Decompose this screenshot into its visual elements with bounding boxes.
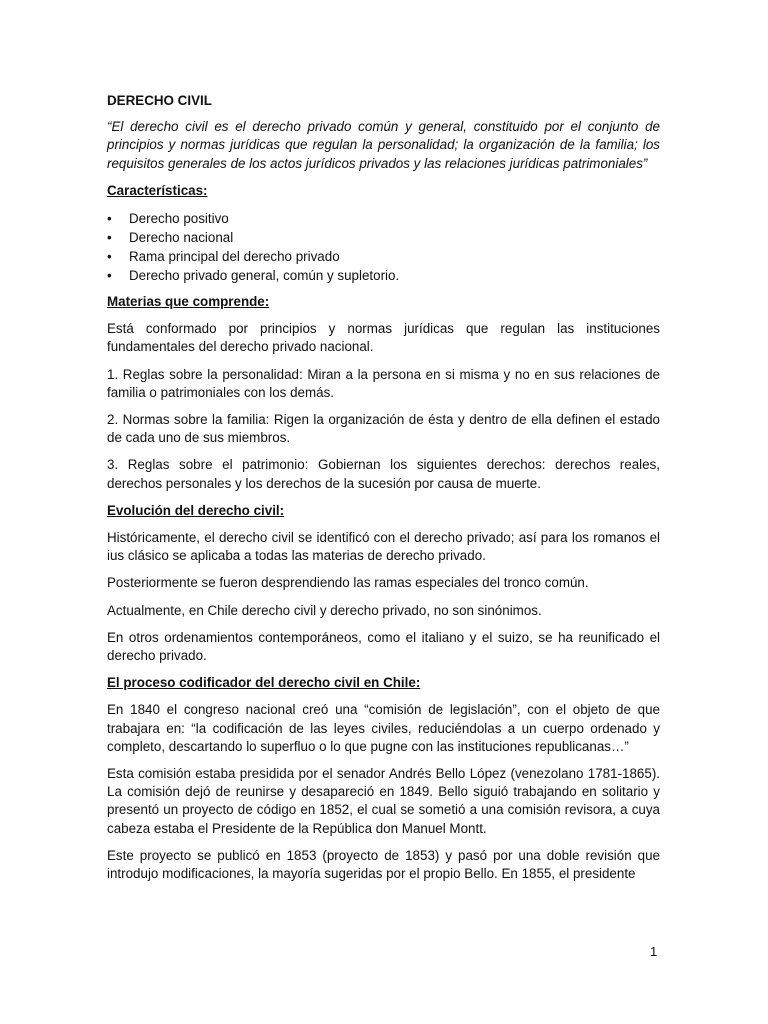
list-item xyxy=(107,247,660,266)
paragraph: Este proyecto se publicó en 1853 (proyecto de 1853) y pasó por una doble revisión que introdujo modificaciones, la mayoría sugeridas por el propio Bello. En 1855, el presidente xyxy=(107,847,660,882)
paragraph: 3. Reglas sobre el patrimonio: Gobiernan los siguientes derechos: derechos reales, derechos personales y los derechos de la sucesión por causa de muerte. xyxy=(107,457,660,491)
characteristics-list xyxy=(107,209,660,285)
paragraph: 2. Normas sobre la familia: Rigen la organización de ésta y dentro de ella definen el estado de cada uno de sus miembros. xyxy=(107,412,660,446)
list-item-text: Rama principal del derecho privado xyxy=(129,249,340,265)
paragraph: Está conformado por principios y normas jurídicas que regulan las instituciones fundamentales del derecho privado nacional. xyxy=(107,321,660,355)
document-page xyxy=(107,92,660,892)
bullet-icon: • xyxy=(107,230,112,246)
list-item-text: Derecho privado general, común y supletorio. xyxy=(129,268,400,284)
paragraph: Posteriormente se fueron desprendiendo las ramas especiales del tronco común. xyxy=(107,575,589,591)
bullet-icon: • xyxy=(107,211,112,227)
list-item-text: Derecho positivo xyxy=(129,211,229,227)
paragraph: En otros ordenamientos contemporáneos, como el italiano y el suizo, se ha reunificado el derecho privado. xyxy=(107,629,660,664)
heading-proceso-codificador: El proceso codificador del derecho civil en Chile: xyxy=(107,675,421,691)
paragraph: 1. Reglas sobre la personalidad: Miran a la persona en si misma y no en sus relaciones de familia o patrimoniales con los demás. xyxy=(107,366,660,400)
list-item xyxy=(107,266,660,285)
paragraph: Actualmente, en Chile derecho civil y derecho privado, no son sinónimos. xyxy=(107,602,542,618)
bullet-icon: • xyxy=(107,268,112,284)
document-title: DERECHO CIVIL xyxy=(107,93,212,108)
list-item-text: Derecho nacional xyxy=(129,230,234,246)
heading-evolucion: Evolución del derecho civil: xyxy=(107,502,285,518)
paragraph: Históricamente, el derecho civil se identificó con el derecho privado; así para los romanos el ius clásico se aplicaba a todas las materias de derecho privado. xyxy=(107,530,660,564)
list-item xyxy=(107,228,660,247)
bullet-icon: • xyxy=(107,249,112,265)
definition-quote: “El derecho civil es el derecho privado común y general, constituido por el conjunto de principios y normas jurídicas que regulan la personalidad; la organización de la familia; los requisitos generales de los actos jurídicos privados y las relaciones jurídicas patrimoniales” xyxy=(107,119,660,171)
heading-materias: Materias que comprende: xyxy=(107,294,270,310)
paragraph: En 1840 el congreso nacional creó una “comisión de legislación”, con el objeto de que trabajara en: “la codificación de las leyes civiles, reduciéndolas a un cuerpo ordenado y completo, descartando lo superfluo o lo que pugne con las instituciones republicanas…” xyxy=(107,702,660,754)
page-number: 1 xyxy=(650,944,658,959)
paragraph: Esta comisión estaba presidida por el senador Andrés Bello López (venezolano 1781-1865). La comisión dejó de reunirse y desapareció en 1849. Bello siguió trabajando en solitario y presentó un proyecto de código en 1852, el cual se sometió a una comisión revisora, a cuya cabeza estaba el Presidente de la República don Manuel Montt. xyxy=(107,766,660,836)
heading-caracteristicas: Características: xyxy=(107,182,208,198)
list-item xyxy=(107,209,660,228)
